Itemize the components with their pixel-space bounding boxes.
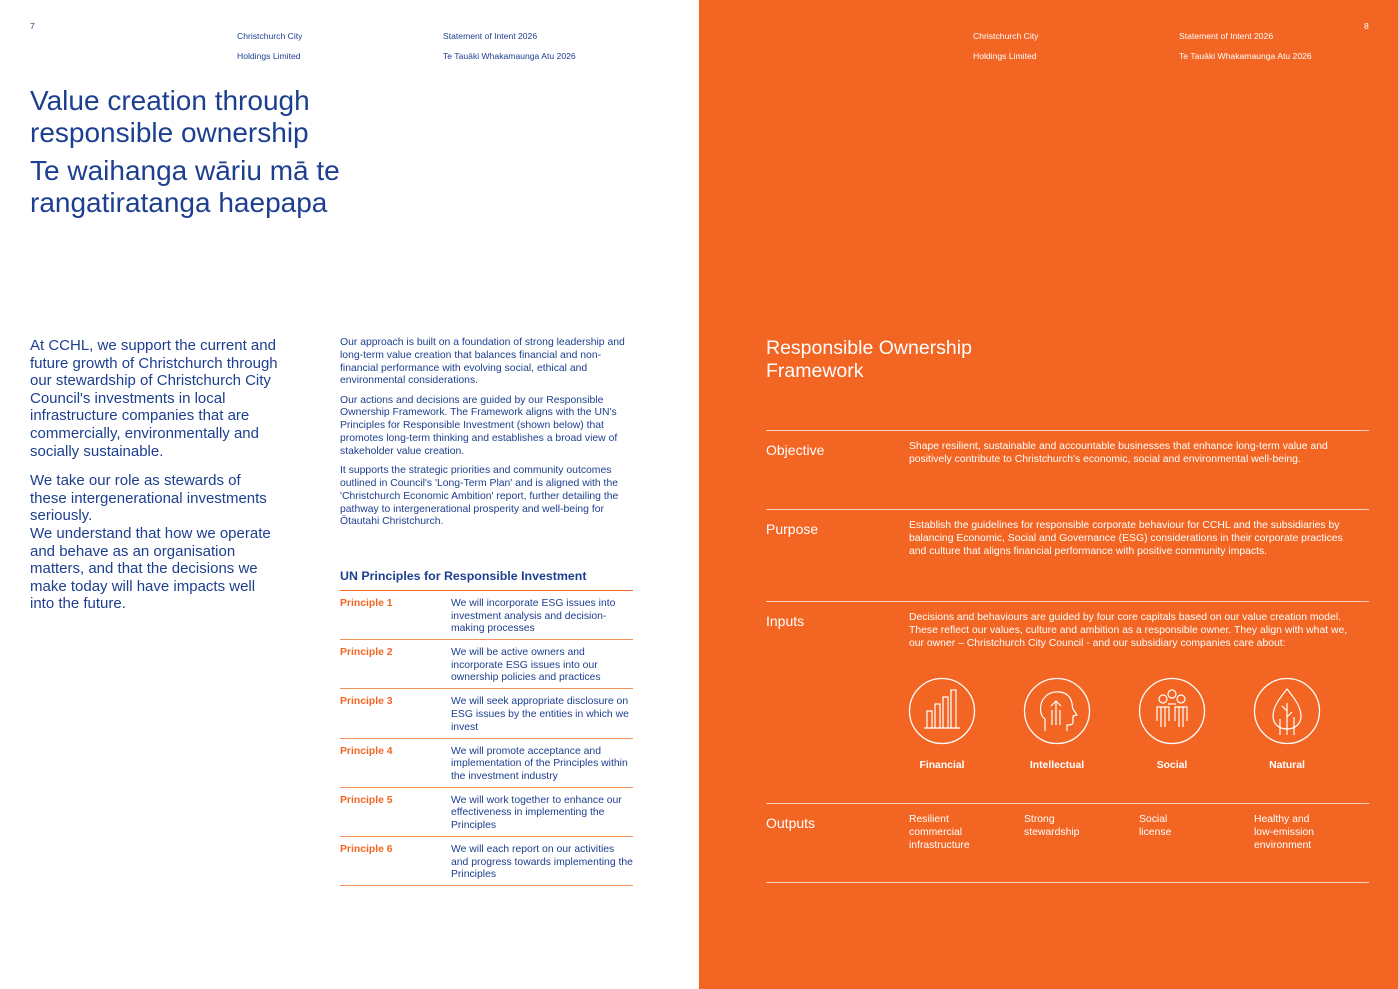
principle-row bbox=[340, 837, 633, 886]
intro-paragraph-2: We take our role as stewards of these intergenerational investments seriously. We understand that how we operate and behave as an organisation matters, and that the decisions we make today will have impacts well into the future. bbox=[30, 472, 271, 613]
page-number: 8 bbox=[1364, 21, 1369, 31]
leaf-icon bbox=[1253, 677, 1321, 745]
principle-label: Principle 3 bbox=[340, 696, 393, 708]
header-doc-line1: Statement of Intent 2026 bbox=[1179, 31, 1274, 41]
outputs-label: Outputs bbox=[766, 815, 816, 831]
output-item: Strong stewardship bbox=[1024, 814, 1080, 838]
header-doc bbox=[1179, 21, 1312, 71]
approach-paragraph-3: It supports the strategic priorities and community outcomes outlined in Council's 'Long-Term Plan' and is aligned with the 'Christchurch Economic Ambition' report, further detailing the pathway to intergenerational prosperity and well-being for Ōtautahi Christchurch. bbox=[340, 465, 619, 528]
objective-text: Shape resilient, sustainable and accountable businesses that enhance long-term value and positively contribute to Christchurch's economic, social and environmental well-being. bbox=[909, 441, 1328, 465]
capital-natural bbox=[1237, 677, 1337, 771]
capital-label: Financial bbox=[919, 760, 965, 771]
divider bbox=[766, 430, 1369, 431]
divider bbox=[766, 601, 1369, 602]
output-item: Resilient commercial infrastructure bbox=[909, 814, 970, 851]
principles-table bbox=[340, 590, 633, 886]
inputs-label: Inputs bbox=[766, 613, 805, 629]
page-title-maori: Te waihanga wāriu mā te rangatiratanga haepapa bbox=[30, 155, 340, 218]
approach-text bbox=[340, 337, 636, 536]
principle-text: We will incorporate ESG issues into investment analysis and decision-making processes bbox=[451, 598, 616, 635]
principle-text: We will seek appropriate disclosure on ESG issues by the entities in which we invest bbox=[451, 696, 629, 733]
header-org bbox=[237, 21, 302, 71]
purpose-label: Purpose bbox=[766, 521, 819, 537]
principle-label: Principle 2 bbox=[340, 647, 393, 659]
header-doc-line2: Te Tauāki Whakamaunga Atu 2026 bbox=[1179, 51, 1312, 61]
principle-row bbox=[340, 689, 633, 738]
capital-intellectual bbox=[1007, 677, 1107, 771]
approach-paragraph-1: Our approach is built on a foundation of strong leadership and long-term value creation that balances financial and non-financial performance with evolving social, ethical and environmental considerations. bbox=[340, 337, 625, 387]
header-org-line1: Christchurch City bbox=[973, 31, 1039, 41]
objective-label: Objective bbox=[766, 442, 825, 458]
divider bbox=[766, 803, 1369, 804]
principle-text: We will work together to enhance our effectiveness in implementing the Principles bbox=[451, 794, 622, 831]
header-org-line2: Holdings Limited bbox=[973, 51, 1037, 61]
principle-label: Principle 6 bbox=[340, 843, 393, 855]
page-right bbox=[699, 0, 1398, 989]
capital-social bbox=[1122, 677, 1222, 771]
purpose-text: Establish the guidelines for responsible corporate behaviour for CCHL and the subsidiaries by balancing Economic, Social and Governance (ESG) considerations in their corporate practices and culture that aligns financial performance with positive community impacts. bbox=[909, 520, 1343, 557]
divider bbox=[766, 509, 1369, 510]
header-doc-line1: Statement of Intent 2026 bbox=[443, 31, 538, 41]
principle-row bbox=[340, 591, 633, 640]
header-org bbox=[973, 21, 1038, 71]
principle-label: Principle 4 bbox=[340, 745, 393, 757]
capital-label: Natural bbox=[1269, 760, 1305, 771]
header-org-line2: Holdings Limited bbox=[237, 51, 301, 61]
inputs-text: Decisions and behaviours are guided by four core capitals based on our value creation model. These reflect our values, culture and ambition as a responsible owner. They align with what we, our owner – Christchurch City Council - and our subsidiary companies care about: bbox=[909, 612, 1348, 649]
capital-label: Intellectual bbox=[1029, 760, 1085, 771]
principle-row bbox=[340, 788, 633, 837]
header-org-line1: Christchurch City bbox=[237, 31, 303, 41]
principle-text: We will be active owners and incorporate ESG issues into our ownership policies and practices bbox=[451, 647, 601, 684]
principle-text: We will promote acceptance and implementation of the Principles within the investment industry bbox=[451, 745, 628, 782]
output-item: Social license bbox=[1139, 814, 1172, 838]
framework-title: Responsible Ownership Framework bbox=[766, 337, 972, 382]
principle-text: We will each report on our activities and progress towards implementing the Principles bbox=[451, 843, 633, 881]
page-number: 7 bbox=[30, 21, 35, 31]
principle-label: Principle 5 bbox=[340, 794, 393, 806]
bar-chart-icon bbox=[908, 677, 976, 745]
un-principles-title: UN Principles for Responsible Investment bbox=[340, 569, 587, 583]
capital-label: Social bbox=[1156, 760, 1188, 771]
intro-paragraph-1: At CCHL, we support the current and future growth of Christchurch through our stewardship of Christchurch City Council's investments in local infrastructure companies that are commercially, environmentally and socially sustainable. bbox=[30, 337, 278, 460]
page-title-english: Value creation through responsible ownership bbox=[30, 85, 310, 148]
intro-text bbox=[30, 337, 280, 625]
principle-row bbox=[340, 640, 633, 689]
approach-paragraph-2: Our actions and decisions are guided by our Responsible Ownership Framework. The Framework aligns with the UN's Principles for Responsible Investment (shown below) that promotes long-term thinking and establishes a broad view of stakeholder value creation. bbox=[340, 394, 618, 457]
header-doc bbox=[443, 21, 576, 71]
capital-financial bbox=[892, 677, 992, 771]
principle-row bbox=[340, 739, 633, 788]
output-item: Healthy and low-emission environment bbox=[1254, 814, 1315, 851]
principle-label: Principle 1 bbox=[340, 598, 393, 609]
head-icon bbox=[1023, 677, 1091, 745]
people-icon bbox=[1138, 677, 1206, 745]
header-doc-line2: Te Tauāki Whakamaunga Atu 2026 bbox=[443, 51, 576, 61]
divider bbox=[766, 882, 1369, 883]
